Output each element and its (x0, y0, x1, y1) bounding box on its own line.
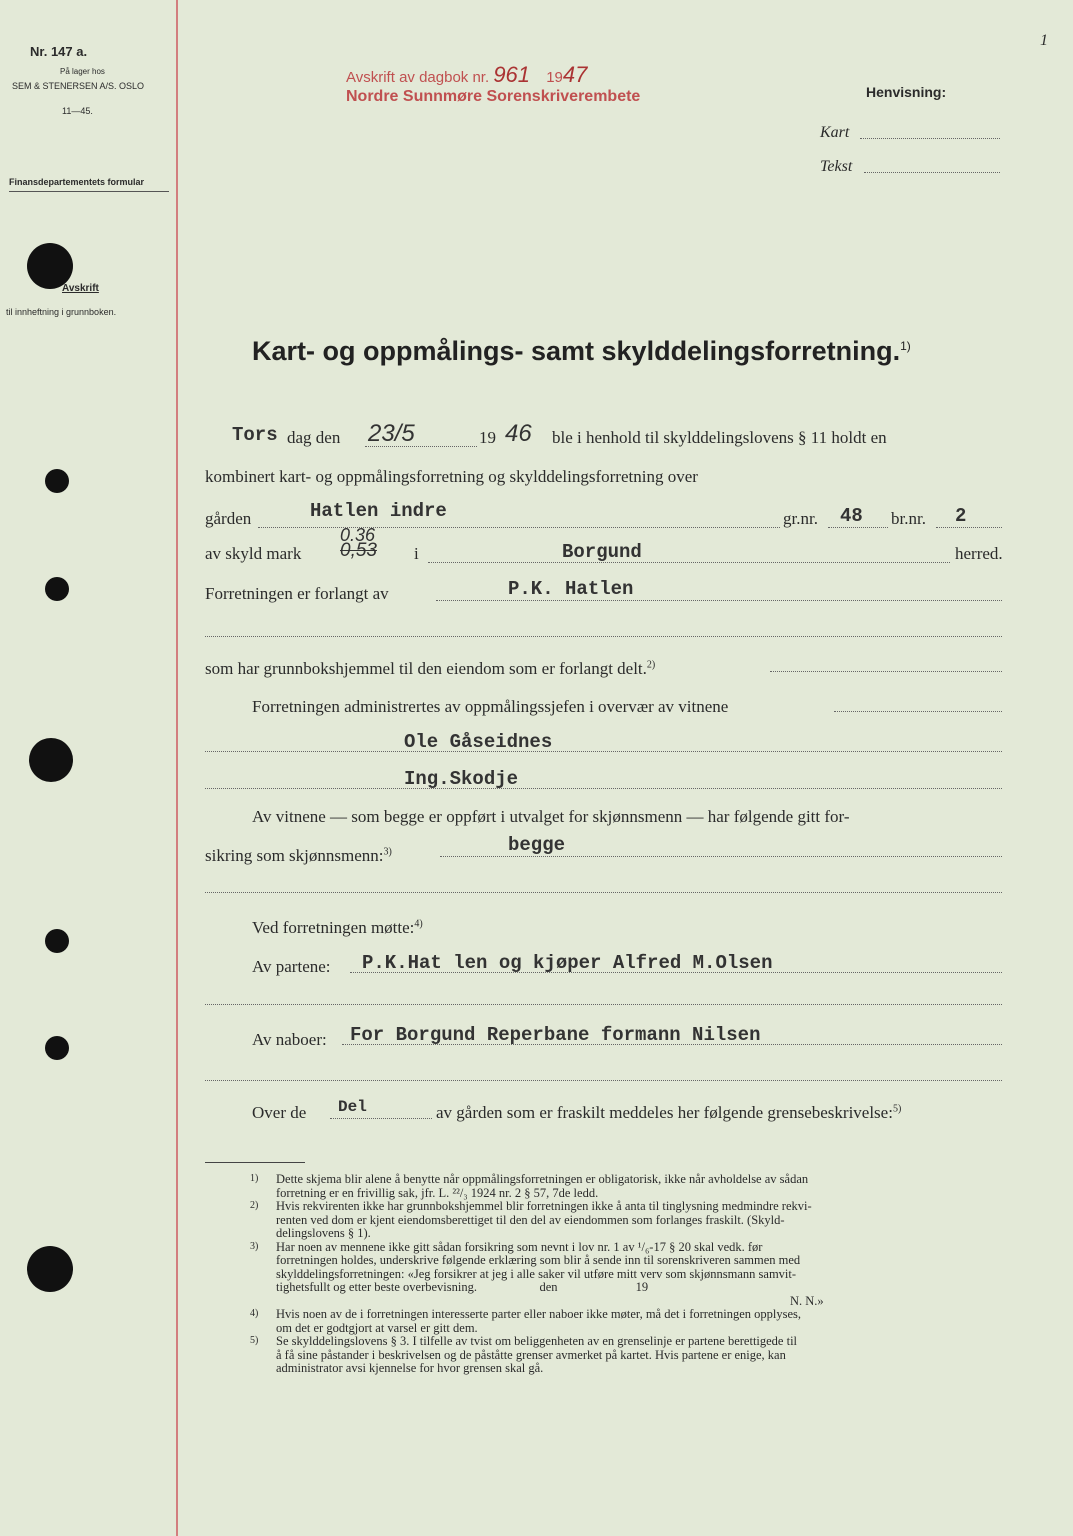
footnote-line: Har noen av mennene ikke gitt sådan forsikring som nevnt i lov nr. 1 av ¹/₆-17 § 20 skal vedk. før (276, 1239, 763, 1254)
naboer-line (342, 1044, 1002, 1045)
date-line (365, 446, 477, 447)
footnote-1: 1) Dette skjema blir alene å benytte når oppmålingsforretningen er obligatorisk, ikke når avholdelse av sådan forretning er en frivillig sak, jfr. L. ²²/₃ 1924 nr. 2 § 57, 7de ledd. (250, 1173, 1010, 1200)
ministry-label: Finansdepartementets formular (9, 177, 145, 187)
stamp-line2: Nordre Sunnmøre Sorenskriverembete (346, 88, 641, 105)
punch-hole (29, 738, 73, 782)
admin-line (834, 711, 1002, 712)
municipality-line (428, 562, 950, 563)
blank-line (205, 636, 1002, 637)
dag-label: dag den (287, 428, 341, 447)
partene-value: P.K.Hat len og kjøper Alfred M.Olsen (362, 952, 773, 974)
footnote-rule (205, 1162, 305, 1163)
requester: P.K. Hatlen (508, 578, 634, 600)
over-line (330, 1118, 432, 1119)
partene-line (350, 972, 1002, 973)
footnote-line: tighetsfullt og etter beste overbevisning. den 19 (276, 1280, 649, 1294)
footnote-line: delingslovens § 1). (276, 1226, 371, 1240)
grnr-line (828, 527, 888, 528)
footnote-2: 2) Hvis rekvirenten ikke har grunnbokshjemmel blir forretningen ikke å anta til tinglysning medmindre rekvi- renten ved dom er kjent eiendomsberettiget til den del av eiendommen som forlanges fraskilt. (Skyld- delingslovens § 1). (250, 1200, 1010, 1241)
naboer-value: For Borgund Reperbane formann Nilsen (350, 1024, 761, 1046)
garden-label: gården (205, 509, 252, 528)
i-label: i (414, 544, 419, 563)
line1-rest: ble i henhold til skylddelingslovens § 11 holdt en (552, 428, 887, 447)
year-prefix: 19 (479, 428, 496, 447)
punch-hole (45, 469, 69, 493)
footnote-line: Se skylddelingslovens § 3. I tilfelle av tvist om beliggenheten av en grenselinje er partene berettigede til (276, 1334, 798, 1348)
over-rest: av gården som er fraskilt meddeles her følgende grensebeskrivelse:$^{5)}$ (436, 1103, 902, 1122)
footnote-line: N. N.» (790, 1293, 824, 1308)
footnote-line: Hvis noen av de i forretningen interesserte parter eller naboer ikke møter, må det i forretningen opplyses, (276, 1307, 802, 1321)
publisher-line: På lager hos (60, 67, 105, 76)
brnr-value: 2 (955, 505, 967, 527)
margin-rule (176, 0, 178, 1536)
year-field: 46 (505, 420, 532, 447)
skyld-new: 0.36 (340, 525, 376, 545)
municipality: Borgund (562, 541, 642, 563)
blank-line-3 (205, 1004, 1002, 1005)
footnote-line: Hvis rekvirenten ikke har grunnbokshjemmel blir forretningen ikke å anta til tinglysning medmindre rekvi- (276, 1199, 812, 1213)
document-title: Kart- og oppmålings- samt skylddelingsforretning.$^{1)}$ (252, 336, 911, 366)
brnr-label: br.nr. (891, 509, 926, 528)
requested-label: Forretningen er forlangt av (205, 584, 389, 603)
blank-line-2 (205, 892, 1002, 893)
divider (9, 191, 169, 192)
line2: kombinert kart- og oppmålingsforretning og skylddelingsforretning over (205, 467, 698, 486)
garden-line (258, 527, 780, 528)
naboer-label: Av naboer: (252, 1030, 327, 1049)
footnote-line: om det er godtgjort at varsel er gitt dem. (276, 1320, 478, 1335)
admin-text: Forretningen administrertes av oppmålingssjefen i overvær av vitnene (252, 697, 729, 716)
reference-tekst-line (864, 172, 1000, 173)
footnote-line: forretning er en frivillig sak, jfr. L. ²²/₃ 1924 nr. 2 § 57, 7de ledd. (276, 1185, 599, 1200)
footnote-signature (250, 1295, 1010, 1309)
form-number: Nr. 147 a. (30, 44, 88, 59)
footnote-line: skylddelingsforretningen: «Jeg forsikrer at jeg i alle saker vil utføre mitt verv som skjønnsmann samvit- (276, 1266, 797, 1281)
vitne-line (440, 856, 1002, 857)
vitne-text1: Av vitnene — som begge er oppført i utvalget for skjønnsmenn — har følgende gitt for- (252, 807, 850, 826)
footnote-line: forretningen holdes, underskrive følgende erklæring som blir å sende inn til sorenskriveren sammen med (276, 1253, 801, 1267)
reference-kart: Kart (820, 124, 850, 141)
over-value: Del (338, 1098, 367, 1116)
herred-label: herred. (955, 544, 1003, 563)
hjemmel-text: som har grunnbokshjemmel til den eiendom som er forlangt delt.$^{2)}$ (205, 659, 656, 678)
footnote-line: administrator avsi kjennelse for hvor grensen skal gå. (276, 1361, 544, 1375)
grnr-value: 48 (840, 505, 863, 527)
footnotes (250, 1173, 1010, 1376)
footnote-line: å få sine påstander i beskrivelsen og de påståtte grenser avmerket på kartet. Hvis partene er enige, kan (276, 1347, 786, 1362)
partene-label: Av partene: (252, 957, 331, 976)
page-mark: 1 (1040, 32, 1048, 49)
copy-purpose: til innheftning i grunnboken. (6, 307, 117, 317)
footnote-5: 5) Se skylddelingslovens § 3. I tilfelle av tvist om beliggenheten av en grenselinje er partene berettigede til å få sine påstander i beskrivelsen og de påståtte grenser avmerket på kartet. Hvis partene er enige, kan administrator avsi kjennelse for hvor grensen skal gå. (250, 1335, 1010, 1376)
blank-line-4 (205, 1080, 1002, 1081)
footnote-line: renten ved dom er kjent eiendomsberettiget til den del av eiendommen som forlanges fraskilt. (Skyld- (276, 1212, 785, 1227)
print-date: 11—45. (62, 106, 93, 116)
witness-2-line (205, 788, 1002, 789)
requester-line (436, 600, 1002, 601)
reference-tekst: Tekst (820, 158, 853, 175)
copy-label: Avskrift (62, 283, 99, 294)
vitne-text2: sikring som skjønnsmenn:$^{3)}$ (205, 846, 392, 865)
skyld-label: av skyld mark (205, 544, 302, 563)
motte-label: Ved forretningen møtte:$^{4)}$ (252, 918, 423, 937)
punch-hole (45, 929, 69, 953)
reference-label: Henvisning: (866, 84, 947, 100)
footnote-3: 3) Har noen av mennene ikke gitt sådan forsikring som nevnt i lov nr. 1 av ¹/₆-17 § 20 skal vedk. før forretningen holdes, underskrive følgende erklæring som blir å sende inn til sorenskriveren sammen med skylddelingsforretningen: «Jeg forsikrer at jeg i alle saker vil utføre mitt verv som skjønnsmann samvit- tighetsfullt og etter beste overbevisning. den 19 (250, 1241, 1010, 1295)
hjemmel-line (770, 671, 1002, 672)
punch-hole (27, 1246, 73, 1292)
over-label: Over de (252, 1103, 307, 1122)
vitne-answer: begge (508, 834, 566, 856)
footnote-line: Dette skjema blir alene å benytte når oppmålingsforretningen er obligatorisk, ikke når avholdelse av sådan (276, 1172, 809, 1186)
punch-hole (45, 1036, 69, 1060)
footnote-4: 4) Hvis noen av de i forretningen interesserte parter eller naboer ikke møter, må det i forretningen opplyses, om det er godtgjort at varsel er gitt dem. (250, 1308, 1010, 1335)
stamp-line1: Avskrift av dagbok nr. 961 1947 (346, 62, 588, 87)
reference-kart-line (860, 138, 1000, 139)
day-field: Tors (232, 424, 278, 446)
grnr-label: gr.nr. (783, 509, 818, 528)
witness-2: Ing.Skodje (404, 768, 519, 790)
brnr-line (936, 527, 1002, 528)
punch-hole (45, 577, 69, 601)
publisher-name: SEM & STENERSEN A/S. OSLO (12, 81, 145, 91)
skyld-old: 0,53 (340, 540, 377, 561)
witness-1-line (205, 751, 1002, 752)
witness-1: Ole Gåseidnes (404, 731, 553, 753)
farm-name: Hatlen indre (310, 500, 447, 522)
date-field: 23/5 (368, 420, 415, 447)
